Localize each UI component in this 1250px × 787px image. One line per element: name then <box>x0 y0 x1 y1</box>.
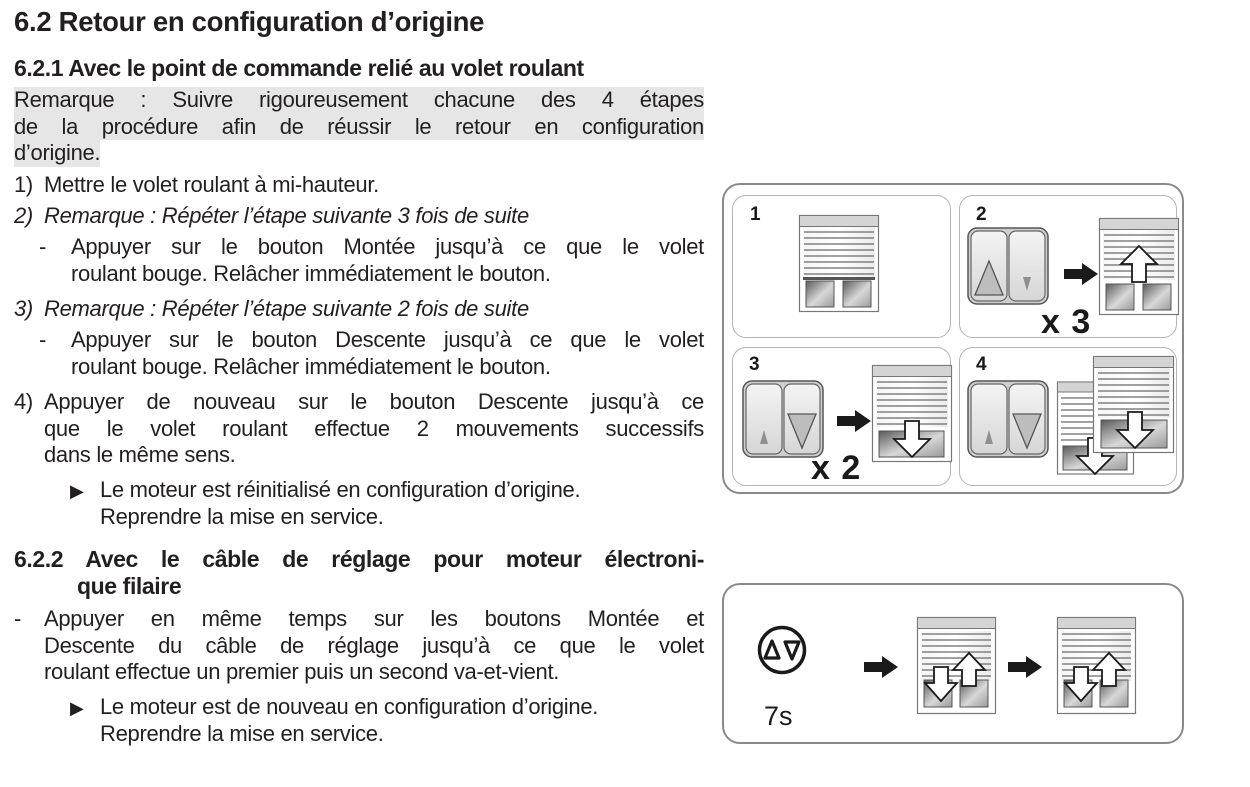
panel-step-1 <box>732 195 951 338</box>
step-2-instruction <box>39 234 704 287</box>
result-line: Reprendre la mise en service. <box>100 503 384 529</box>
instruction-line: que le volet roulant effectue 2 mouvements successifs <box>44 415 704 441</box>
figure-reset-procedure <box>722 183 1184 494</box>
cable-instruction <box>14 606 704 686</box>
figure-cable-reset <box>722 583 1184 744</box>
duration-label: 7s <box>764 701 793 731</box>
instruction-line: roulant bouge. Relâcher immédiatement le bouton. <box>71 260 551 286</box>
result-arrow-icon: ▶ <box>70 481 84 501</box>
step-4-result <box>70 477 704 530</box>
shutter-moving-down-icon <box>872 365 952 463</box>
step-2-remark <box>14 203 704 230</box>
instruction-line: Appuyer sur le bouton Montée jusqu’à ce que le volet <box>71 234 704 259</box>
shutter-moving-up-icon <box>1099 218 1179 316</box>
bullet-dash: - <box>14 606 22 631</box>
instruction-line: Appuyer de nouveau sur le bouton Descente jusqu’à ce <box>44 389 704 414</box>
instruction-line: Descente du câble de réglage jusqu’à ce que le volet <box>44 632 704 658</box>
remark-line: d’origine. <box>14 140 101 165</box>
subsection-title-6-2-1: 6.2.1 Avec le point de commande relié au volet roulant <box>14 55 584 81</box>
shutter-up-down-icon <box>917 617 997 715</box>
instruction-line: Appuyer en même temps sur les boutons Montée et <box>44 606 704 631</box>
remote-up-pressed-icon <box>967 227 1049 305</box>
step-remark: Remarque : Répéter l’étape suivante 2 fois de suite <box>44 296 529 321</box>
remark-note <box>14 87 704 167</box>
arrow-right-icon <box>837 410 871 432</box>
panel-number: 4 <box>976 354 987 375</box>
section-title: 6.2 Retour en configuration d’origine <box>14 6 485 37</box>
instruction-line: roulant effectue un premier puis un second va-et-vient. <box>44 659 560 684</box>
panel-number: 1 <box>750 204 761 225</box>
step-remark: Remarque : Répéter l’étape suivante 3 fois de suite <box>44 203 529 228</box>
step-number: 2) <box>14 203 33 228</box>
shutter-double-down-icon <box>1057 356 1177 476</box>
step-number: 3) <box>14 296 33 321</box>
up-down-button-icon <box>757 625 807 675</box>
shutter-up-down-icon <box>1057 617 1137 715</box>
title-line: 6.2.2 Avec le câble de réglage pour moteur électroni- <box>14 546 704 572</box>
remote-down-pressed-icon <box>967 380 1049 458</box>
instruction-line: dans le même sens. <box>44 442 236 467</box>
panel-number: 2 <box>976 204 987 225</box>
step-text: Mettre le volet roulant à mi-hauteur. <box>44 172 379 197</box>
title-line: que filaire <box>77 573 182 599</box>
step-4 <box>14 389 704 469</box>
panel-step-4 <box>959 347 1177 486</box>
result-line: Reprendre la mise en service. <box>100 720 384 746</box>
cable-result <box>70 694 704 747</box>
panel-number: 3 <box>749 354 760 375</box>
remark-line: Remarque : Suivre rigoureusement chacune des 4 étapes <box>14 87 704 112</box>
instruction-line: roulant bouge. Relâcher immédiatement le bouton. <box>71 353 551 379</box>
step-number: 4) <box>14 389 33 414</box>
result-arrow-icon: ▶ <box>70 698 84 718</box>
panel-step-2 <box>959 195 1177 341</box>
subsection-title-6-2-2 <box>14 546 704 600</box>
step-3-instruction <box>39 327 704 380</box>
bullet-dash: - <box>39 234 47 259</box>
arrow-right-icon <box>1008 656 1042 678</box>
shutter-half-open-icon <box>799 215 879 313</box>
step-3-remark <box>14 296 704 323</box>
step-number: 1) <box>14 172 33 197</box>
arrow-right-icon <box>1064 263 1098 285</box>
panel-step-3 <box>732 347 951 486</box>
bullet-dash: - <box>39 327 47 352</box>
remark-line: de la procédure afin de réussir le retour en configuration <box>14 113 704 139</box>
result-line: Le moteur est réinitialisé en configuration d’origine. <box>100 477 581 502</box>
repeat-count: x 2 <box>811 449 862 487</box>
step-1 <box>14 172 704 199</box>
repeat-count: x 3 <box>1041 303 1092 341</box>
remote-down-pressed-icon <box>742 380 824 458</box>
instruction-line: Appuyer sur le bouton Descente jusqu’à ce que le volet <box>71 327 704 352</box>
result-line: Le moteur est de nouveau en configuration d’origine. <box>100 694 599 719</box>
arrow-right-icon <box>864 656 898 678</box>
